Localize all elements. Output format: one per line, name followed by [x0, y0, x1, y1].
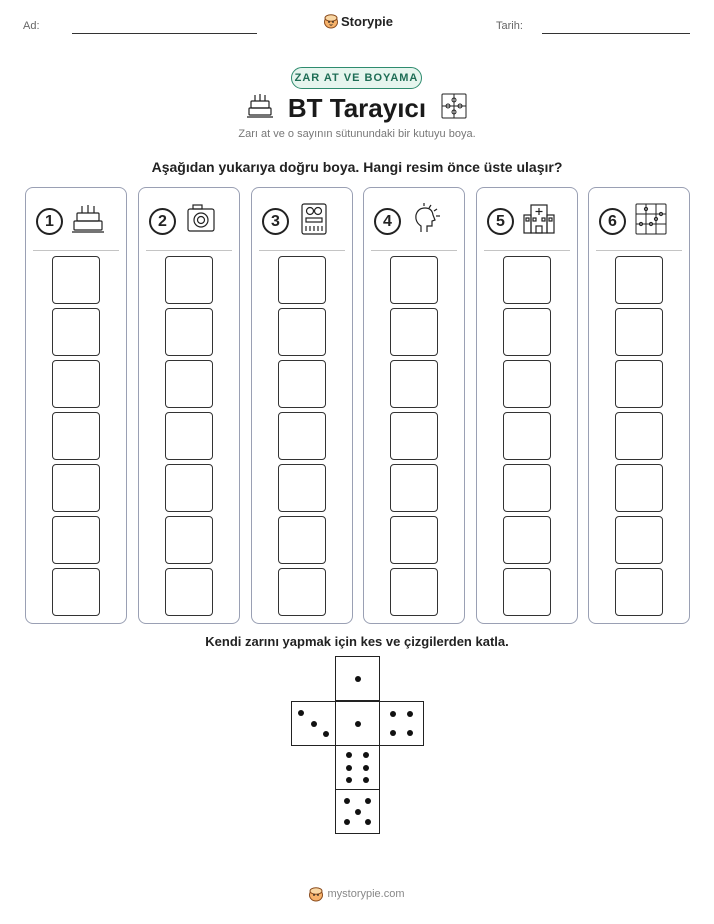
column-3: [251, 187, 353, 624]
coloring-box[interactable]: [390, 516, 438, 564]
coloring-box[interactable]: [278, 256, 326, 304]
coloring-box[interactable]: [503, 308, 551, 356]
die-pip: [346, 765, 352, 771]
pie-mascot-icon: [309, 886, 323, 902]
die-pip: [344, 819, 350, 825]
column-header: [262, 202, 331, 241]
cut-instruction: Kendi zarını yapmak için kes ve çizgilerden katla.: [205, 634, 509, 649]
date-label: Tarih:: [496, 20, 523, 32]
coloring-box[interactable]: [615, 308, 663, 356]
coloring-box[interactable]: [165, 256, 213, 304]
coloring-box[interactable]: [503, 516, 551, 564]
coloring-box[interactable]: [503, 568, 551, 616]
column-header: [487, 202, 556, 241]
coloring-box[interactable]: [165, 360, 213, 408]
coloring-box[interactable]: [52, 360, 100, 408]
coloring-box[interactable]: [390, 412, 438, 460]
die-pip: [407, 730, 413, 736]
pie-mascot-icon: [324, 13, 338, 29]
coloring-box[interactable]: [52, 464, 100, 512]
column-2: [138, 187, 240, 624]
die-face: [335, 745, 380, 790]
brand-name: Storypie: [341, 13, 394, 29]
column-divider: [146, 250, 232, 251]
die-face: [379, 701, 424, 746]
subtitle: Zarı at ve o sayının sütunundaki bir kutuyu boya.: [238, 128, 476, 140]
coloring-box[interactable]: [615, 568, 663, 616]
coloring-box[interactable]: [52, 308, 100, 356]
coloring-box[interactable]: [278, 360, 326, 408]
die-pip: [365, 819, 371, 825]
column-5: [476, 187, 578, 624]
coloring-box[interactable]: [278, 516, 326, 564]
coloring-box[interactable]: [52, 256, 100, 304]
coloring-box[interactable]: [278, 412, 326, 460]
column-divider: [371, 250, 457, 251]
date-line[interactable]: [542, 33, 690, 34]
column-number: 5: [487, 208, 514, 235]
coloring-box[interactable]: [615, 412, 663, 460]
page-title: BT Tarayıcı: [287, 93, 427, 123]
die-pip: [323, 731, 329, 737]
puzzle-icon: [440, 92, 468, 125]
ct-scanner-icon: [297, 202, 331, 241]
name-label: Ad:: [23, 20, 40, 32]
hospital-icon: [522, 202, 556, 241]
column-divider: [596, 250, 682, 251]
column-header: [36, 202, 105, 241]
column-4: [363, 187, 465, 624]
coloring-box[interactable]: [503, 256, 551, 304]
die-pip: [365, 798, 371, 804]
coloring-box[interactable]: [165, 568, 213, 616]
coloring-box[interactable]: [615, 516, 663, 564]
die-pip: [363, 752, 369, 758]
activity-badge: ZAR AT VE BOYAMA: [291, 67, 422, 89]
coloring-box[interactable]: [165, 464, 213, 512]
storypie-logo: [324, 13, 393, 29]
coloring-box[interactable]: [278, 464, 326, 512]
coloring-box[interactable]: [503, 464, 551, 512]
column-header: [599, 202, 668, 241]
footer-url[interactable]: mystorypie.com: [327, 888, 405, 900]
column-divider: [484, 250, 570, 251]
die-pip: [390, 730, 396, 736]
name-line[interactable]: [72, 33, 257, 34]
die-face: [335, 656, 380, 701]
column-number: 4: [374, 208, 401, 235]
cake-icon: [246, 92, 274, 125]
die-pip: [355, 721, 361, 727]
footer: [0, 886, 714, 902]
die-pip: [363, 765, 369, 771]
die-face: [335, 789, 380, 834]
coloring-box[interactable]: [615, 360, 663, 408]
die-pip: [407, 711, 413, 717]
column-divider: [33, 250, 119, 251]
column-number: 6: [599, 208, 626, 235]
column-number: 3: [262, 208, 289, 235]
die-face: [335, 701, 380, 746]
die-pip: [311, 721, 317, 727]
coloring-box[interactable]: [503, 412, 551, 460]
column-header: [374, 202, 443, 241]
die-pip: [346, 752, 352, 758]
column-header: [149, 202, 218, 241]
column-1: [25, 187, 127, 624]
column-number: 1: [36, 208, 63, 235]
coloring-box[interactable]: [390, 308, 438, 356]
cake-icon: [71, 202, 105, 241]
coloring-box[interactable]: [165, 516, 213, 564]
coloring-box[interactable]: [278, 308, 326, 356]
coloring-box[interactable]: [615, 256, 663, 304]
coloring-box[interactable]: [165, 308, 213, 356]
coloring-box[interactable]: [390, 360, 438, 408]
column-number: 2: [149, 208, 176, 235]
coloring-box[interactable]: [52, 516, 100, 564]
die-pip: [298, 710, 304, 716]
coloring-box[interactable]: [52, 412, 100, 460]
die-face: [291, 701, 336, 746]
puzzle-icon: [634, 202, 668, 241]
die-pip: [390, 711, 396, 717]
coloring-box[interactable]: [390, 464, 438, 512]
title-row: [0, 92, 714, 125]
column-6: [588, 187, 690, 624]
coloring-box[interactable]: [615, 464, 663, 512]
column-divider: [259, 250, 345, 251]
die-pip: [355, 809, 361, 815]
die-pip: [363, 777, 369, 783]
head-scan-icon: [409, 202, 443, 241]
coloring-box[interactable]: [278, 568, 326, 616]
die-pip: [355, 676, 361, 682]
die-pip: [346, 777, 352, 783]
coloring-box[interactable]: [390, 568, 438, 616]
coloring-box[interactable]: [165, 412, 213, 460]
coloring-box[interactable]: [52, 568, 100, 616]
coloring-box[interactable]: [390, 256, 438, 304]
camera-icon: [184, 202, 218, 241]
instruction: Aşağıdan yukarıya doğru boya. Hangi resim önce üste ulaşır?: [151, 159, 563, 175]
coloring-box[interactable]: [503, 360, 551, 408]
die-pip: [344, 798, 350, 804]
